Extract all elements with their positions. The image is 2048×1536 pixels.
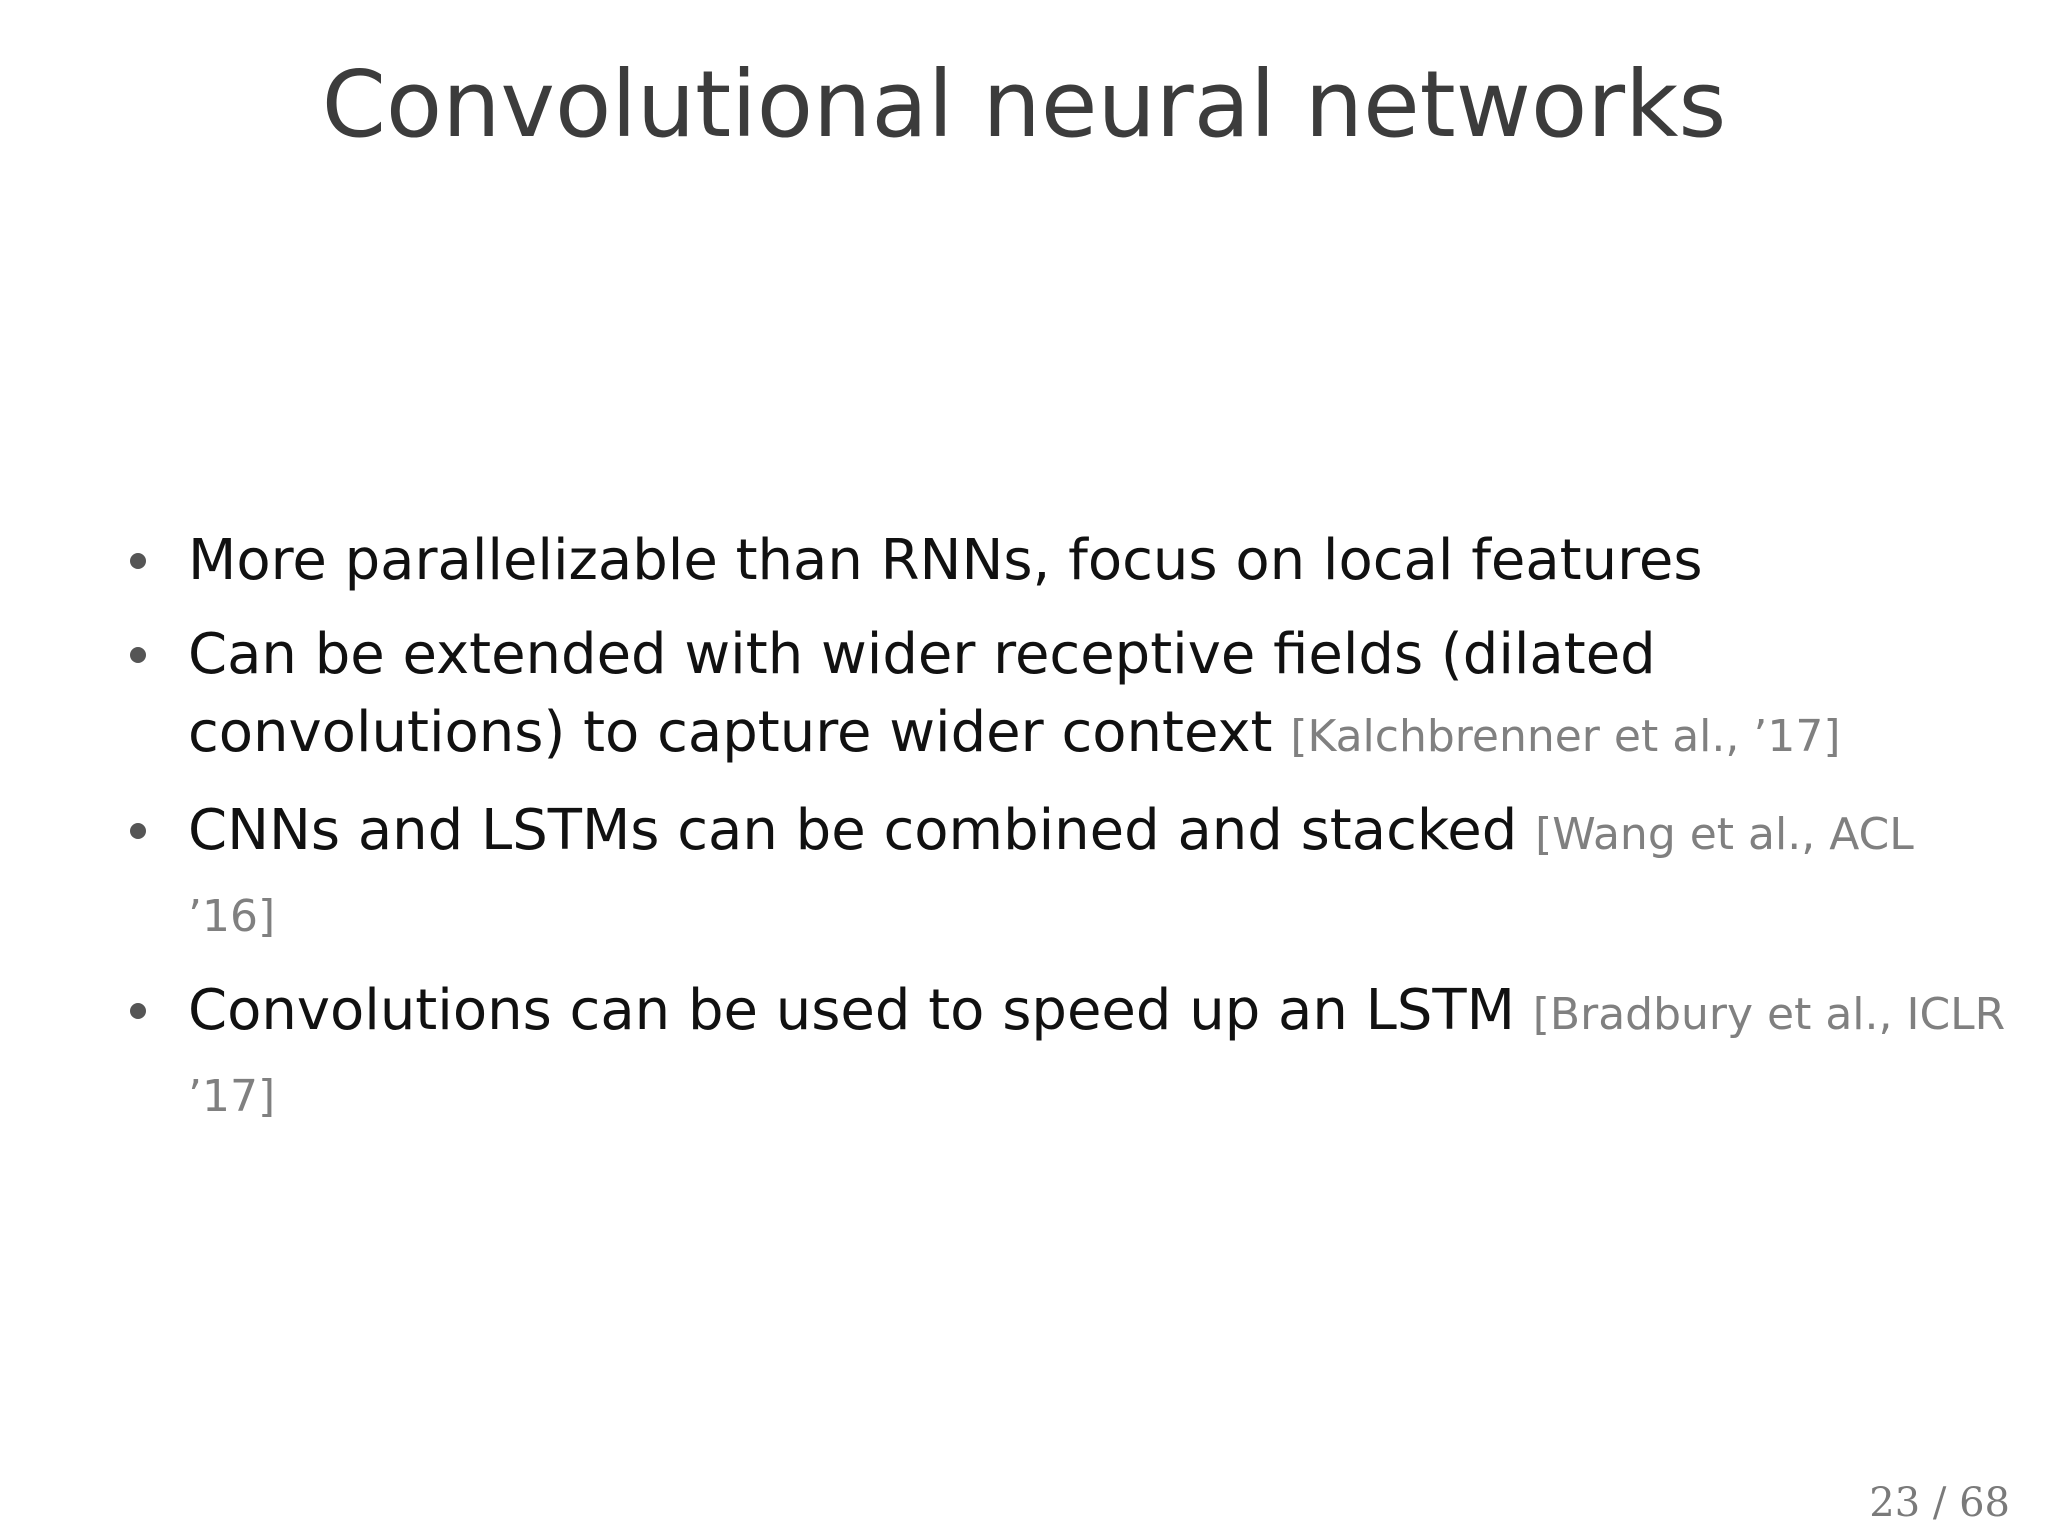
bullet-item xyxy=(118,972,2008,1136)
bullet-citation: [Kalchbrenner et al., ’17] xyxy=(1290,711,1841,762)
bullet-citation: [Wang et al., ACL ’16] xyxy=(188,809,1914,942)
bullet-text: CNNs and LSTMs can be combined and stacked xyxy=(188,798,1518,863)
bullet-text: Convolutions can be used to speed up an LSTM xyxy=(188,978,1515,1043)
bullet-text: Can be extended with wider receptive fields (dilated convolutions) to capture wider context xyxy=(188,622,1656,765)
bullet-text: More parallelizable than RNNs, focus on local features xyxy=(188,528,1703,593)
slide-title: Convolutional neural networks xyxy=(321,51,1727,158)
page-number: 23 / 68 xyxy=(1869,1480,2010,1526)
bullet-dot-icon xyxy=(130,553,146,569)
bullet-dot-icon xyxy=(130,1003,146,1019)
bullet-item xyxy=(118,616,2008,776)
bullet-item xyxy=(118,522,2008,600)
bullet-list xyxy=(118,522,2008,1152)
bullet-citation: [Bradbury et al., ICLR ’17] xyxy=(188,989,2006,1122)
bullet-dot-icon xyxy=(130,647,146,663)
bullet-dot-icon xyxy=(130,823,146,839)
bullet-item xyxy=(118,792,2008,956)
